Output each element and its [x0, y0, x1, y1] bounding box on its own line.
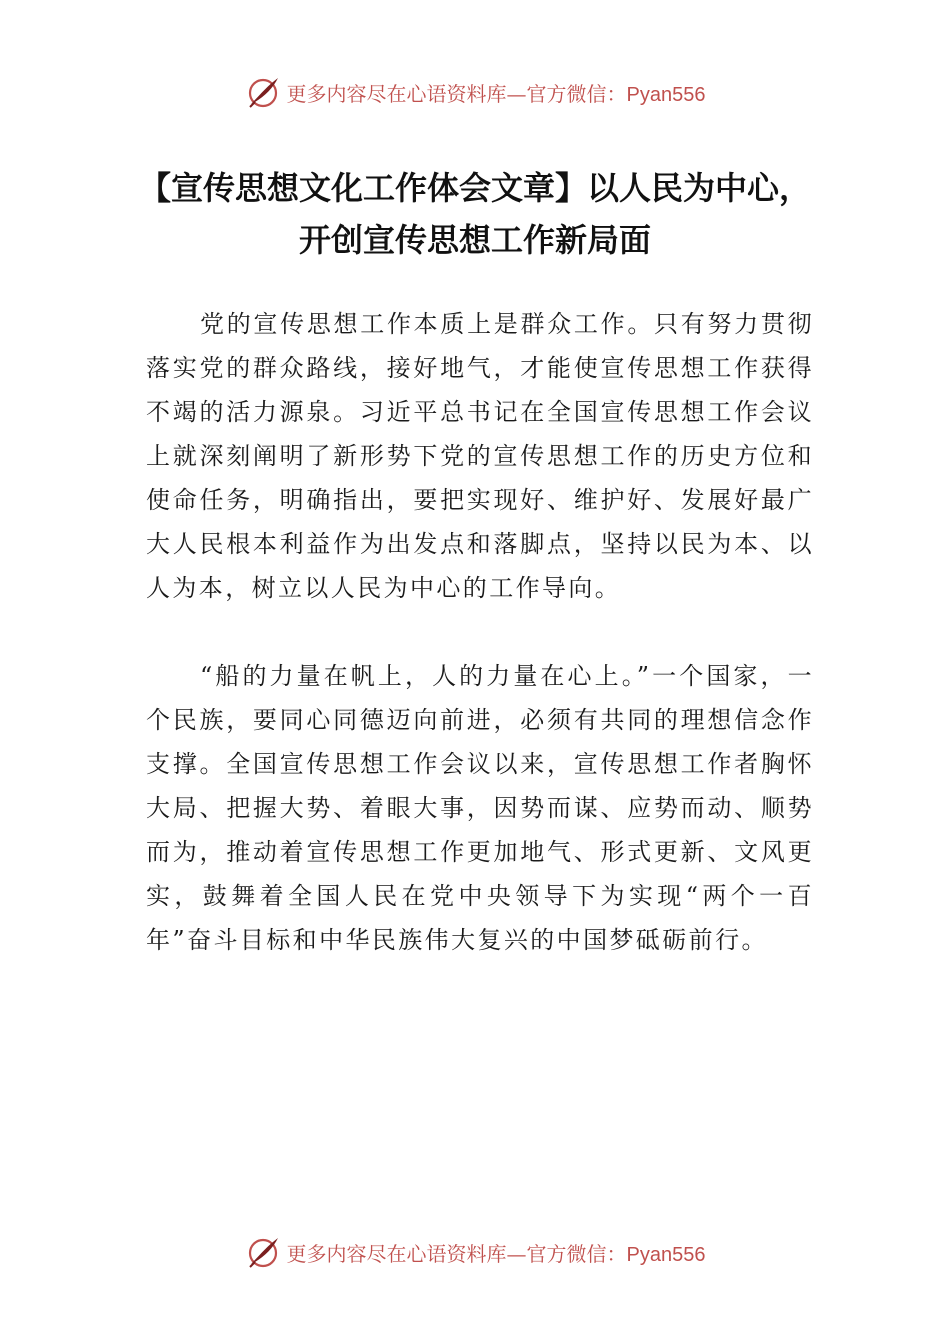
paragraph-1: 党的宣传思想工作本质上是群众工作。只有努力贯彻落实党的群众路线，接好地气，才能使宣传思想工作获得不竭的活力源泉。习近平总书记在全国宣传思想工作会议上就深刻阐明了新形势下党的宣传思想工作的历史方位和使命任务，明确指出，要把实现好、维护好、发展好最广大人民根本利益作为出发点和落脚点，坚持以民为本、以人为本，树立以人民为中心的工作导向。 [146, 310, 814, 602]
footer-banner-text: 更多内容尽在心语资料库—官方微信：Pyan556 [286, 1241, 706, 1266]
header-banner [0, 68, 950, 116]
quill-pen-icon [245, 1234, 281, 1270]
header-banner-wechat-id: Pyan556 [626, 83, 706, 106]
paragraph-2: “船的力量在帆上，人的力量在心上。”一个国家，一个民族，要同心同德迈向前进，必须有共同的理想信念作支撑。全国宣传思想工作会议以来，宣传思想工作者胸怀大局、把握大势、着眼大事，因势而谋、应势而动、顺势而为，推动着宣传思想工作更加地气、形式更新、文风更实，鼓舞着全国人民在党中央领导下为实现“两个一百年”奋斗目标和中华民族伟大复兴的中国梦砥砺前行。 [146, 662, 814, 954]
footer-banner [0, 1228, 950, 1276]
header-banner-text: 更多内容尽在心语资料库—官方微信：Pyan556 [286, 81, 706, 106]
footer-banner-wechat-id: Pyan556 [626, 1243, 706, 1266]
document-body [146, 302, 814, 1006]
quill-pen-icon [245, 74, 281, 110]
document-title: 【宣传思想文化工作体会文章】以人民为中心，开创宣传思想工作新局面 [138, 169, 811, 259]
